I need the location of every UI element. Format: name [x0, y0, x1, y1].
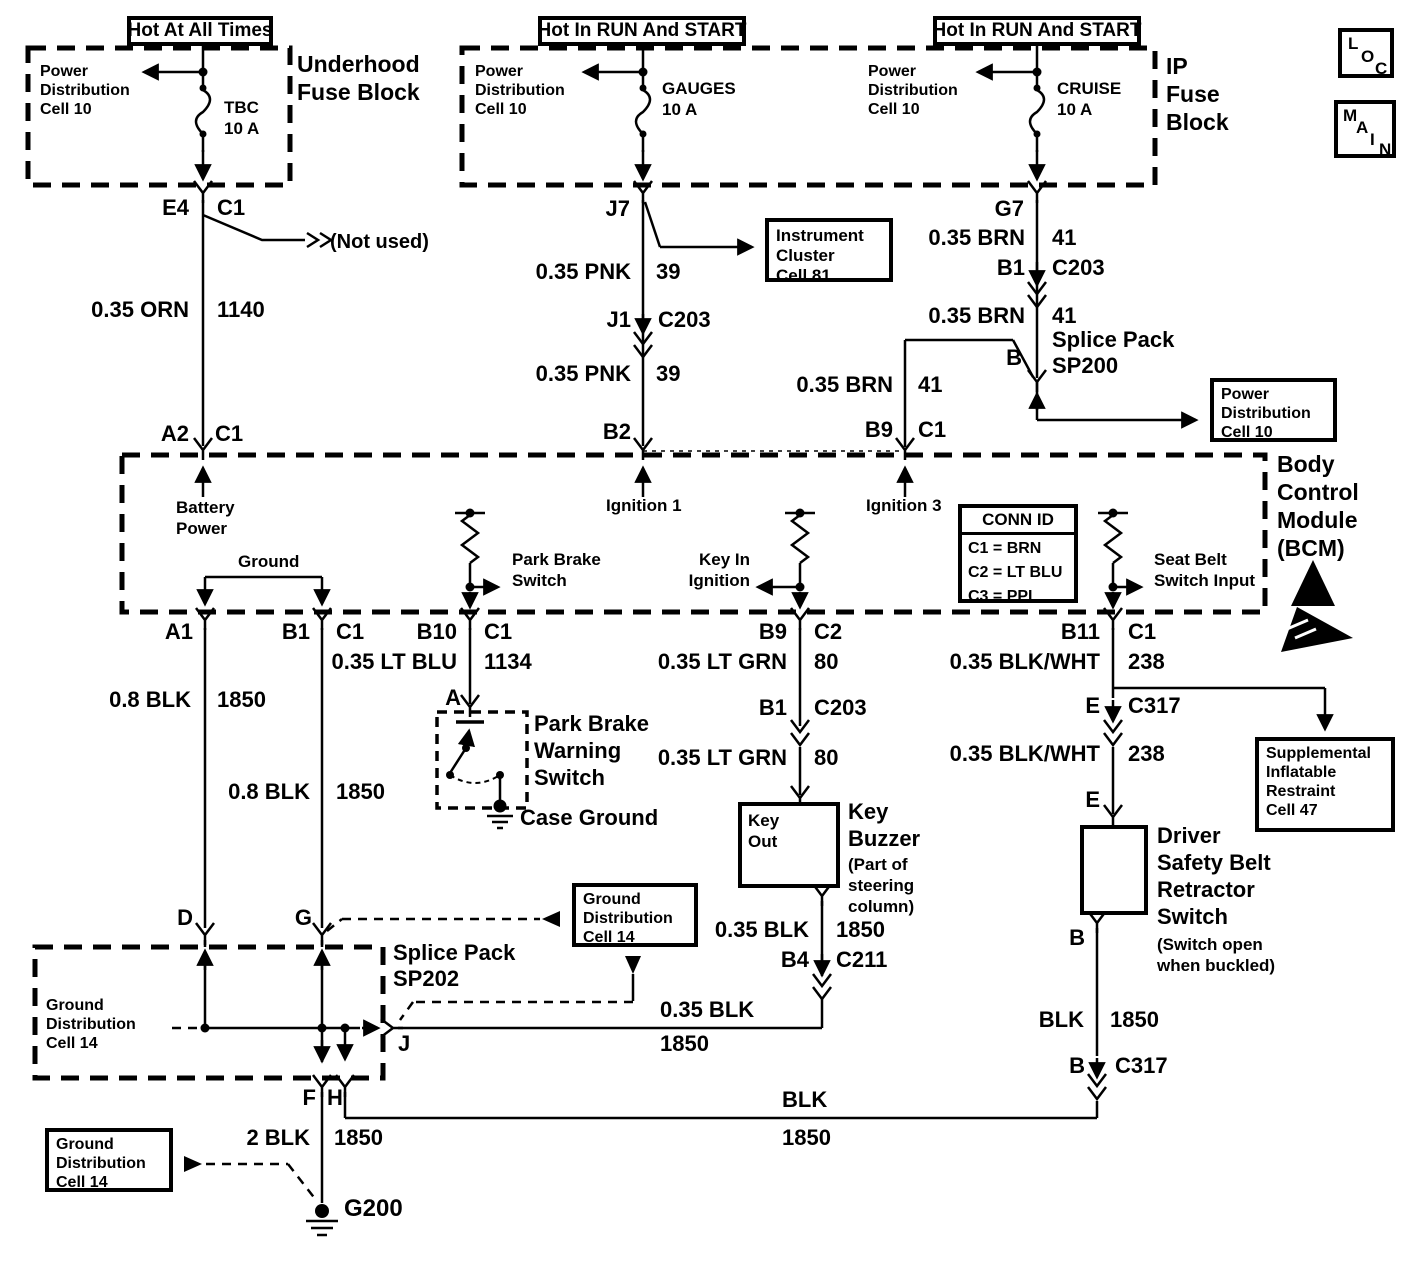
main-letter: I: [1370, 130, 1375, 149]
label-line: Warning: [534, 738, 622, 763]
conn-c203: C203: [658, 307, 711, 332]
pin-e: E: [1085, 787, 1100, 812]
header-label: Hot At All Times: [127, 20, 273, 41]
wire-brn-2: 0.35 BRN: [928, 303, 1025, 328]
ip-fuse-block-outline: [462, 48, 1155, 185]
label-line: Key: [848, 799, 889, 824]
ground-distribution-ref-2: [572, 883, 698, 947]
main-letter: A: [1356, 118, 1369, 137]
ref-line: Cell 14: [583, 929, 635, 946]
note-line: (Switch open: [1157, 935, 1263, 954]
pin-c1: C1: [215, 421, 244, 446]
label-line: Switch Input: [1154, 571, 1256, 590]
pin-b: B: [1069, 925, 1085, 950]
fuse-tbc-label: [224, 97, 259, 139]
circuit-41: 41: [1052, 225, 1077, 250]
wire-blk-2: BLK: [782, 1087, 828, 1112]
pin-c1: C1: [484, 619, 513, 644]
ref-line: Power: [40, 63, 89, 80]
pin-b1: B1: [281, 619, 310, 644]
label-line: Safety Belt: [1157, 850, 1271, 875]
wire-orn: 0.35 ORN: [91, 297, 189, 322]
pin-j7: J7: [605, 196, 630, 221]
pin-a2: A2: [160, 421, 189, 446]
splice-pack-sp202-label: Splice Pack: [393, 940, 516, 965]
label-line: Ignition: [688, 571, 750, 590]
wire-blk-1: BLK: [1038, 1007, 1084, 1032]
bcm-seat-belt-label: [1154, 549, 1255, 591]
ref-line: Cell 10: [868, 101, 920, 118]
pin-c2: C2: [814, 619, 843, 644]
wire-blkwht-2: 0.35 BLK/WHT: [949, 741, 1100, 766]
power-distribution-ref-2: [475, 62, 565, 119]
label-line: Driver: [1157, 823, 1221, 848]
retractor-switch-note: [1157, 934, 1275, 976]
pin-c1: C1: [217, 195, 246, 220]
label-line: Out: [748, 832, 778, 851]
power-distribution-ref-4: [1210, 378, 1337, 442]
bcm-key-in-ignition-label: [676, 549, 750, 591]
circuit-1140: 1140: [217, 297, 265, 322]
ref-line: Distribution: [46, 1016, 136, 1033]
ref-line: Power: [868, 63, 917, 80]
circuit-41: 41: [918, 372, 943, 397]
circuit-238: 238: [1128, 649, 1165, 674]
circuit-41: 41: [1052, 303, 1077, 328]
ref-line: Cell 81: [776, 266, 831, 285]
ref-line: Inflatable: [1266, 764, 1337, 781]
fuse-name: TBC: [224, 98, 259, 117]
circuit-1850: 1850: [836, 917, 885, 942]
bcm-title: [1277, 450, 1359, 562]
splice-pack-sp202-id: SP202: [393, 966, 460, 991]
pin-b-sp200: B: [1006, 345, 1022, 370]
circuit-39: 39: [656, 361, 681, 386]
ref-line: Power: [475, 63, 524, 80]
fuse-name: GAUGES: [662, 79, 736, 98]
gd-mid-down-arrowhead: [625, 956, 641, 974]
sir-ref: [1255, 737, 1395, 832]
wire-brn-3: 0.35 BRN: [796, 372, 893, 397]
label-line: Switch: [1157, 904, 1228, 929]
title-line: (BCM): [1277, 535, 1345, 561]
note-line: (Part of: [848, 855, 908, 874]
ref-line: Ground: [46, 997, 104, 1014]
retractor-switch-label: [1157, 822, 1271, 930]
pin-b11: B11: [1060, 619, 1100, 644]
circuit-1134: 1134: [484, 649, 532, 674]
key-buzzer-label: [848, 798, 920, 852]
label-line: Battery: [176, 498, 235, 517]
circuit-1850: 1850: [334, 1125, 383, 1150]
not-used-label: (Not used): [330, 231, 429, 253]
label-line: Key In: [698, 550, 750, 569]
wire-blk08-2: 0.8 BLK: [228, 779, 310, 804]
ip-fuse-block-title: [1166, 52, 1229, 136]
wire-blk035-2: 0.35 BLK: [660, 997, 755, 1022]
pin-a-pbws: A: [445, 685, 461, 710]
title-line: Module: [1277, 507, 1358, 533]
header-hot-in-run-start-2: [933, 16, 1141, 46]
title-line: Block: [1166, 109, 1229, 135]
gd-bottom-arrowhead: [184, 1156, 202, 1172]
wire-pnk-1: 0.35 PNK: [535, 259, 631, 284]
title-line: Fuse: [1166, 81, 1220, 107]
loc-tab: [1338, 28, 1394, 78]
ref-line: Instrument: [776, 226, 864, 245]
pin-f: F: [302, 1085, 316, 1110]
pin-b9: B9: [758, 619, 787, 644]
ref-line: Distribution: [475, 82, 565, 99]
wire-ltgrn-1: 0.35 LT GRN: [657, 649, 787, 674]
title-line: Body: [1277, 451, 1335, 477]
wire-blk08-1: 0.8 BLK: [109, 687, 191, 712]
fuse-amp: 10 A: [662, 100, 698, 119]
circuit-238: 238: [1128, 741, 1165, 766]
splice-pack-sp200-id: SP200: [1052, 353, 1119, 378]
ref-line: Power: [1221, 386, 1270, 403]
ref-line: Distribution: [1221, 405, 1311, 422]
conn-c211: C211: [836, 947, 888, 972]
park-brake-warning-switch-outline: [437, 712, 527, 808]
ground-distribution-ref-3: [45, 1128, 173, 1192]
ref-line: Supplemental: [1266, 745, 1371, 762]
power-distribution-ref-1: [40, 62, 130, 119]
label-line: Seat Belt: [1154, 550, 1227, 569]
label-line: Park Brake: [512, 550, 601, 569]
fuse-name: CRUISE: [1057, 79, 1122, 98]
label-line: Switch: [512, 571, 567, 590]
g200-ground-label: G200: [344, 1195, 403, 1222]
ref-line: Distribution: [56, 1155, 146, 1172]
ref-line: Ground: [56, 1136, 114, 1153]
ref-line: Ground: [583, 891, 641, 908]
circuit-1850: 1850: [660, 1031, 709, 1056]
note-line: column): [848, 897, 915, 916]
wire-blk2: 2 BLK: [246, 1125, 310, 1150]
splice-pack-sp200-label: Splice Pack: [1052, 327, 1175, 352]
pin-j: J: [398, 1031, 411, 1056]
label-line: Buzzer: [848, 826, 921, 851]
bcm-ground-label: Ground: [238, 552, 300, 571]
header-hot-at-all-times: [127, 16, 273, 46]
key-out-label: [748, 810, 779, 852]
main-tab: [1334, 100, 1396, 158]
title-line: Control: [1277, 479, 1359, 505]
ref-line: Distribution: [40, 82, 130, 99]
fuse-gauges-label: [662, 78, 736, 120]
ref-line: Restraint: [1266, 783, 1336, 800]
conn-id-header: CONN ID: [962, 508, 1074, 535]
label-line: Key: [748, 811, 780, 830]
circuit-80: 80: [814, 745, 839, 770]
conn-id-table: [958, 504, 1078, 603]
instrument-cluster-ref: [765, 218, 893, 285]
ground-distribution-ref-1: [46, 996, 136, 1053]
pin-c1: C1: [918, 417, 947, 442]
ref-line: Cell 10: [40, 101, 92, 118]
underhood-fuse-block-title: [297, 50, 420, 106]
conn-id-row: C1 = BRN: [968, 540, 1042, 557]
pin-h: H: [327, 1085, 343, 1110]
pin-b1: B1: [758, 695, 787, 720]
ref-line: Distribution: [583, 910, 673, 927]
title-line: IP: [1166, 53, 1188, 79]
pin-g: G: [294, 905, 312, 930]
circuit-39: 39: [656, 259, 681, 284]
circuit-1850: 1850: [217, 687, 266, 712]
label-line: Retractor: [1157, 877, 1255, 902]
title-line: Fuse Block: [297, 79, 420, 105]
loc-letter: L: [1348, 34, 1359, 53]
note-line: when buckled): [1157, 956, 1276, 975]
wire-blk035-1: 0.35 BLK: [714, 917, 809, 942]
wire-ltgrn-2: 0.35 LT GRN: [657, 745, 787, 770]
header-label: Hot In RUN And START: [932, 20, 1142, 41]
note-line: steering: [848, 876, 915, 895]
pin-b9: B9: [864, 417, 893, 442]
conn-id-row: C2 = LT BLU: [968, 564, 1063, 581]
power-distribution-ref-3: [868, 62, 958, 119]
pin-d: D: [177, 905, 193, 930]
bcm-park-brake-label: [512, 549, 601, 591]
conn-c317: C317: [1128, 693, 1181, 718]
wire-ltblu: 0.35 LT BLU: [331, 649, 457, 674]
label-line: Switch: [534, 765, 605, 790]
header-label: Hot In RUN And START: [537, 20, 747, 41]
pin-g7: G7: [994, 196, 1024, 221]
pin-a1: A1: [164, 619, 193, 644]
pin-j1: J1: [606, 307, 631, 332]
fuse-amp: 10 A: [224, 119, 260, 138]
case-ground-label: Case Ground: [520, 805, 659, 830]
fuse-amp: 10 A: [1057, 100, 1093, 119]
esd-icon: [1281, 560, 1353, 652]
loc-letter: C: [1375, 59, 1388, 78]
wire-brn-1: 0.35 BRN: [928, 225, 1025, 250]
key-buzzer-note: [848, 854, 914, 917]
circuit-1850: 1850: [336, 779, 385, 804]
conn-id-row: C3 = PPL: [968, 588, 1038, 605]
ref-line: Cell 14: [56, 1174, 108, 1191]
ref-line: Cell 10: [475, 101, 527, 118]
pin-b10: B10: [416, 619, 457, 644]
conn-c203: C203: [814, 695, 867, 720]
pin-b: B: [1069, 1053, 1085, 1078]
label-line: Power: [176, 519, 228, 538]
bcm-battery-power-label: [176, 497, 235, 539]
ref-line: Cell 14: [46, 1035, 98, 1052]
pin-b2: B2: [602, 419, 631, 444]
ref-line: Cell 47: [1266, 802, 1318, 819]
label-line: Park Brake: [534, 711, 649, 736]
bcm-ignition1-label: Ignition 1: [606, 496, 682, 515]
fuse-cruise-label: [1057, 78, 1121, 120]
loc-letter: O: [1361, 47, 1375, 66]
wire-blkwht-1: 0.35 BLK/WHT: [949, 649, 1100, 674]
circuit-1850: 1850: [1110, 1007, 1159, 1032]
ref-line: Cluster: [776, 246, 835, 265]
gd-mid-arrowhead: [542, 911, 560, 927]
bcm-ignition3-label: Ignition 3: [866, 496, 942, 515]
pin-b1: B1: [996, 255, 1025, 280]
main-letter: M: [1343, 106, 1358, 125]
wire-pnk-2: 0.35 PNK: [535, 361, 631, 386]
header-hot-in-run-start-1: [538, 16, 746, 46]
title-line: Underhood: [297, 51, 420, 77]
pin-c1: C1: [336, 619, 365, 644]
park-brake-warning-switch-label: [534, 710, 649, 791]
ref-line: Distribution: [868, 82, 958, 99]
conn-c317: C317: [1115, 1053, 1168, 1078]
ref-line: Cell 10: [1221, 424, 1273, 441]
pin-c1: C1: [1128, 619, 1157, 644]
pin-b4: B4: [780, 947, 809, 972]
circuit-1850: 1850: [782, 1125, 831, 1150]
pin-e4: E4: [162, 195, 189, 220]
pin-e: E: [1085, 693, 1100, 718]
retractor-switch-box: [1080, 825, 1148, 915]
main-letter: N: [1379, 140, 1392, 159]
conn-c203: C203: [1052, 255, 1105, 280]
circuit-80: 80: [814, 649, 839, 674]
